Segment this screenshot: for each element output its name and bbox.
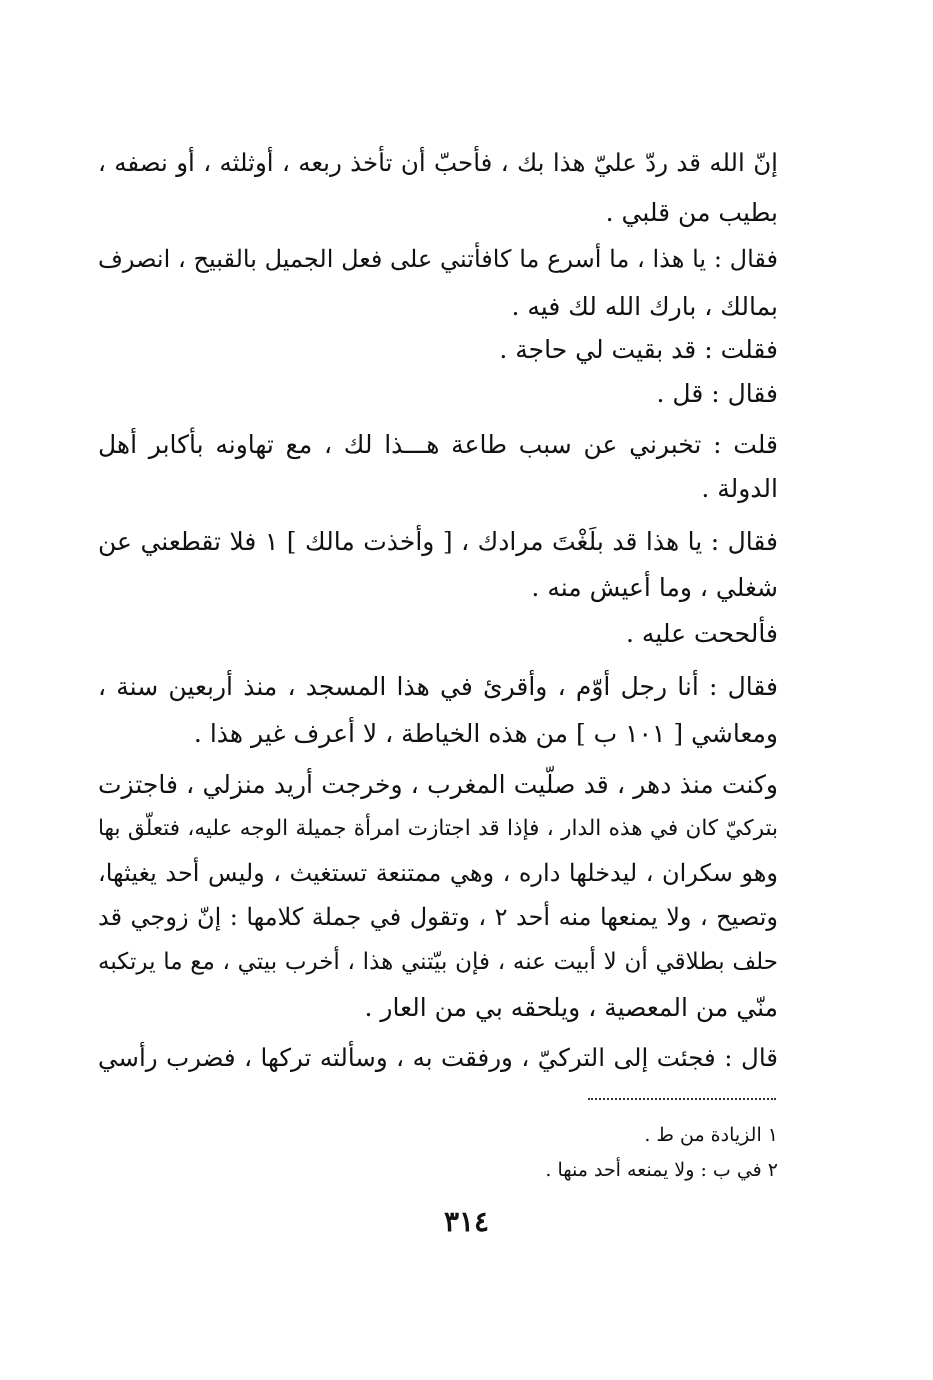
body-line: إنّ الله قد ردّ عليّ هذا بك ، فأحبّ أن تأخذ ربعه ، أوثلثه ، أو نصفه ، <box>98 148 778 177</box>
body-line: فقال : قل . <box>656 379 778 408</box>
body-line: وهو سكران ، ليدخلها داره ، وهي ممتنعة تستغيث ، وليس أحد يغيثها، <box>98 859 778 887</box>
body-line: بطيب من قلبي . <box>605 198 778 227</box>
body-line: وتصيح ، ولا يمنعها منه أحد ٢ ، وتقول في جملة كلامها : إنّ زوجي قد <box>98 903 778 931</box>
page-number: ٣١٤ <box>443 1205 490 1238</box>
footnote-2: ٢ في ب : ولا يمنعه أحد منها . <box>545 1159 778 1181</box>
body-line: بمالك ، بارك الله لك فيه . <box>511 292 778 321</box>
footnote-1: ١ الزيادة من ط . <box>644 1124 778 1146</box>
body-line: فقال : يا هذا قد بلَغْتَ مرادك ، [ وأخذت مالك ] ١ فلا تقطعني عن <box>98 527 778 556</box>
body-line: قلت : تخبرني عن سبب طاعة هـــذا لك ، مع تهاونه بأكابر أهل <box>98 430 778 459</box>
body-line: فقلت : قد بقيت لي حاجة . <box>499 335 778 364</box>
body-line: حلف بطلاقي أن لا أبيت عنه ، فإن بيّتني هذا ، أخرب بيتي ، مع ما يرتكبه <box>98 949 778 975</box>
body-line: ومعاشي [ ١٠١ ب ] من هذه الخياطة ، لا أعرف غير هذا . <box>193 719 778 748</box>
body-line: فقال : أنا رجل أوّم ، وأقرئ في هذا المسجد ، منذ أربعين سنة ، <box>98 672 778 701</box>
body-line: شغلي ، وما أعيش منه . <box>531 573 778 602</box>
body-line: فألححت عليه . <box>626 619 778 648</box>
body-line: فقال : يا هذا ، ما أسرع ما كافأتني على فعل الجميل بالقبيح ، انصرف <box>98 245 778 273</box>
body-line: منّي من المعصية ، ويلحقه بي من العار . <box>364 993 778 1022</box>
body-line: وكنت منذ دهر ، قد صلّيت المغرب ، وخرجت أريد منزلي ، فاجتزت <box>98 770 778 799</box>
body-line: الدولة . <box>701 474 778 503</box>
body-line: بتركيّ كان في هذه الدار ، فإذا قد اجتازت امرأة جميلة الوجه عليه، فتعلّق بها <box>98 816 778 841</box>
body-line: قال : فجئت إلى التركيّ ، ورفقت به ، وسألته تركها ، فضرب رأسي <box>98 1043 778 1072</box>
footnote-divider <box>588 1098 776 1100</box>
